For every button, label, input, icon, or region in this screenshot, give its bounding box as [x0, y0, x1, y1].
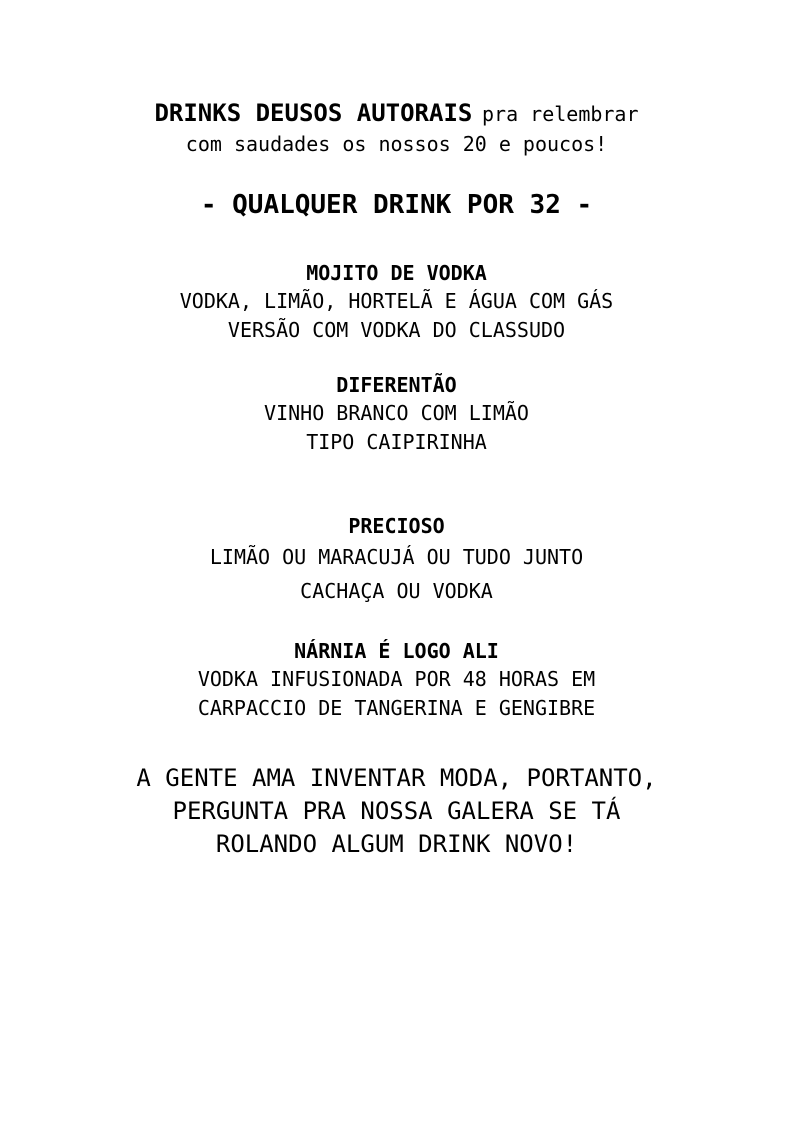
- closing-line-3: ROLANDO ALGUM DRINK NOVO!: [215, 830, 578, 858]
- menu-title-rest: pra relembrar: [481, 102, 639, 126]
- price-line: - QUALQUER DRINK POR 32 -: [200, 190, 593, 220]
- drink-desc-mojito-2: VERSÃO COM VODKA DO CLASSUDO: [227, 318, 566, 342]
- menu-title: [0, 99, 793, 128]
- drink-name-mojito: MOJITO DE VODKA: [306, 261, 487, 285]
- drink-desc-mojito-1: VODKA, LIMÃO, HORTELÃ E ÁGUA COM GÁS: [179, 289, 614, 313]
- drink-desc-narnia-2: CARPACCIO DE TANGERINA E GENGIBRE: [197, 696, 596, 720]
- drink-desc-diferentao-1: VINHO BRANCO COM LIMÃO: [264, 401, 529, 425]
- closing-line-2: PERGUNTA PRA NOSSA GALERA SE TÁ: [172, 797, 621, 825]
- drink-desc-narnia-1: VODKA INFUSIONADA POR 48 HORAS EM: [197, 667, 596, 691]
- drink-name-narnia: NÁRNIA É LOGO ALI: [294, 639, 499, 663]
- drink-name-precioso: PRECIOSO: [348, 514, 445, 538]
- closing-line-1: A GENTE AMA INVENTAR MODA, PORTANTO,: [136, 764, 657, 792]
- drink-desc-precioso-1: LIMÃO OU MARACUJÁ OU TUDO JUNTO: [209, 545, 584, 569]
- drink-desc-precioso-2: CACHAÇA OU VODKA: [300, 579, 493, 603]
- drink-desc-diferentao-2: TIPO CAIPIRINHA: [306, 430, 487, 454]
- menu-title-bold: DRINKS DEUSOS AUTORAIS: [154, 99, 473, 127]
- menu-subtitle: com saudades os nossos 20 e poucos!: [185, 132, 608, 156]
- drink-name-diferentao: DIFERENTÃO: [336, 373, 457, 397]
